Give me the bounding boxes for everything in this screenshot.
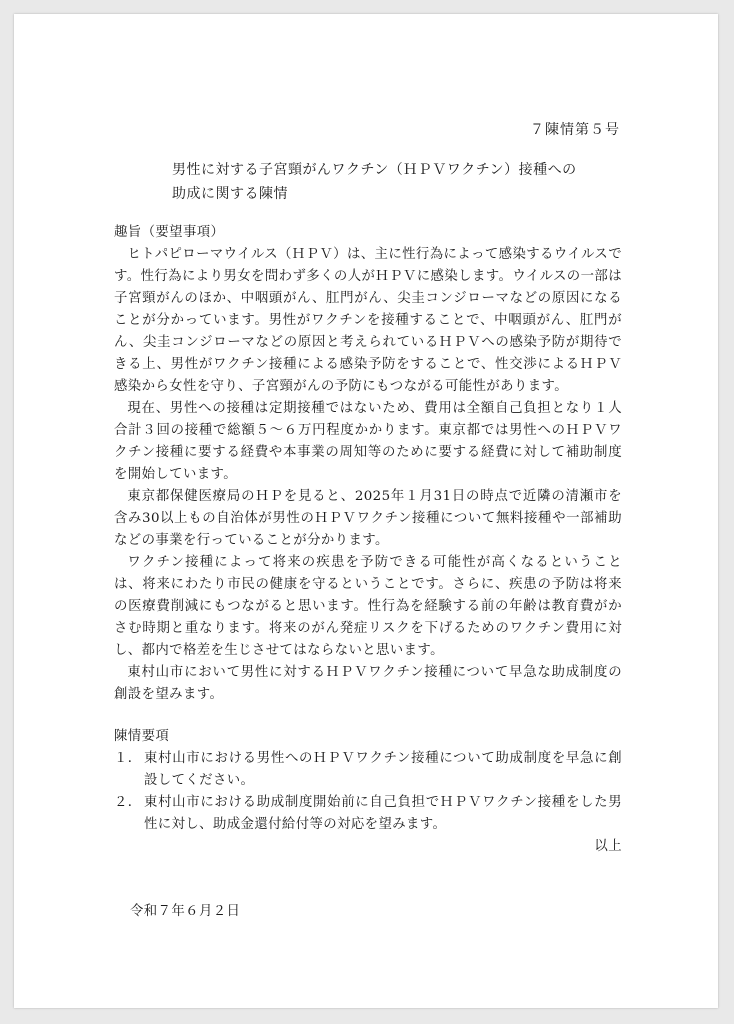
purpose-heading: 趣旨（要望事項） xyxy=(114,225,225,240)
purpose-paragraph: 現在、男性への接種は定期接種ではないため、費用は全額自己負担となり１人合計３回の接種で総額５～６万円程度かかります。東京都では男性へのＨＰＶワクチン接種に要する経費や本事業の周知等のために要する経費に対して補助制度を開始しています。 xyxy=(114,401,622,482)
request-text: 東村山市における男性へのＨＰＶワクチン接種について助成制度を早急に創設してください。 xyxy=(144,751,622,788)
purpose-paragraph: 東村山市において男性に対するＨＰＶワクチン接種について早急な助成制度の創設を望みます。 xyxy=(114,665,622,702)
petition-date: 令和７年６月２日 xyxy=(130,904,241,919)
purpose-paragraph: 東京都保健医療局のＨＰを見ると、2025年１月31日の時点で近隣の清瀬市を含み30以上もの自治体が男性のＨＰＶワクチン接種について無料接種や一部補助などの事業を行っていることが分かります。 xyxy=(114,489,622,548)
petition-body xyxy=(114,222,622,858)
petition-title-line: 男性に対する子宮頸がんワクチン（ＨＰＶワクチン）接種への xyxy=(172,162,577,178)
document-page xyxy=(14,14,718,1008)
requests-heading: 陳情要項 xyxy=(114,729,170,744)
request-number: １． xyxy=(114,751,142,766)
purpose-paragraph: ヒトパピローマウイルス（ＨＰＶ）は、主に性行為によって感染するウイルスです。性行為により男女を問わず多くの人がＨＰＶに感染します。ウイルスの一部は子宮頸がんのほか、中咽頭がん、肛門がん、尖圭コンジローマなどの原因になることが分かっています。男性がワクチンを接種することで、中咽頭がん、肛門がん、尖圭コンジローマなどの原因と考えられているＨＰＶへの感染予防が期待できる上、男性がワクチン接種による感染予防をすることで、性交渉によるＨＰＶ感染から女性を守り、子宮頸がんの予防にもつながる可能性があります。 xyxy=(114,247,622,394)
requests-list xyxy=(114,748,622,836)
petition-number: ７陳情第５号 xyxy=(530,122,620,138)
petition-title xyxy=(172,158,577,206)
request-number: ２． xyxy=(114,795,142,810)
closing-mark: 以上 xyxy=(594,839,622,854)
purpose-paragraph: ワクチン接種によって将来の疾患を予防できる可能性が高くなるということは、将来にわたり市民の健康を守るということです。さらに、疾患の予防は将来の医療費削減にもつながると思います。性行為を経験する前の年齢は教育費がかさむ時期と重なります。将来のがん発症リスクを下げるためのワクチン費用に対し、都内で格差を生じさせてはならないと思います。 xyxy=(114,555,622,658)
request-text: 東村山市における助成制度開始前に自己負担でＨＰＶワクチン接種をした男性に対し、助成金還付給付等の対応を望みます。 xyxy=(144,795,622,832)
petition-title-line: 助成に関する陳情 xyxy=(172,186,288,202)
request-item xyxy=(114,792,622,836)
request-item xyxy=(114,748,622,792)
